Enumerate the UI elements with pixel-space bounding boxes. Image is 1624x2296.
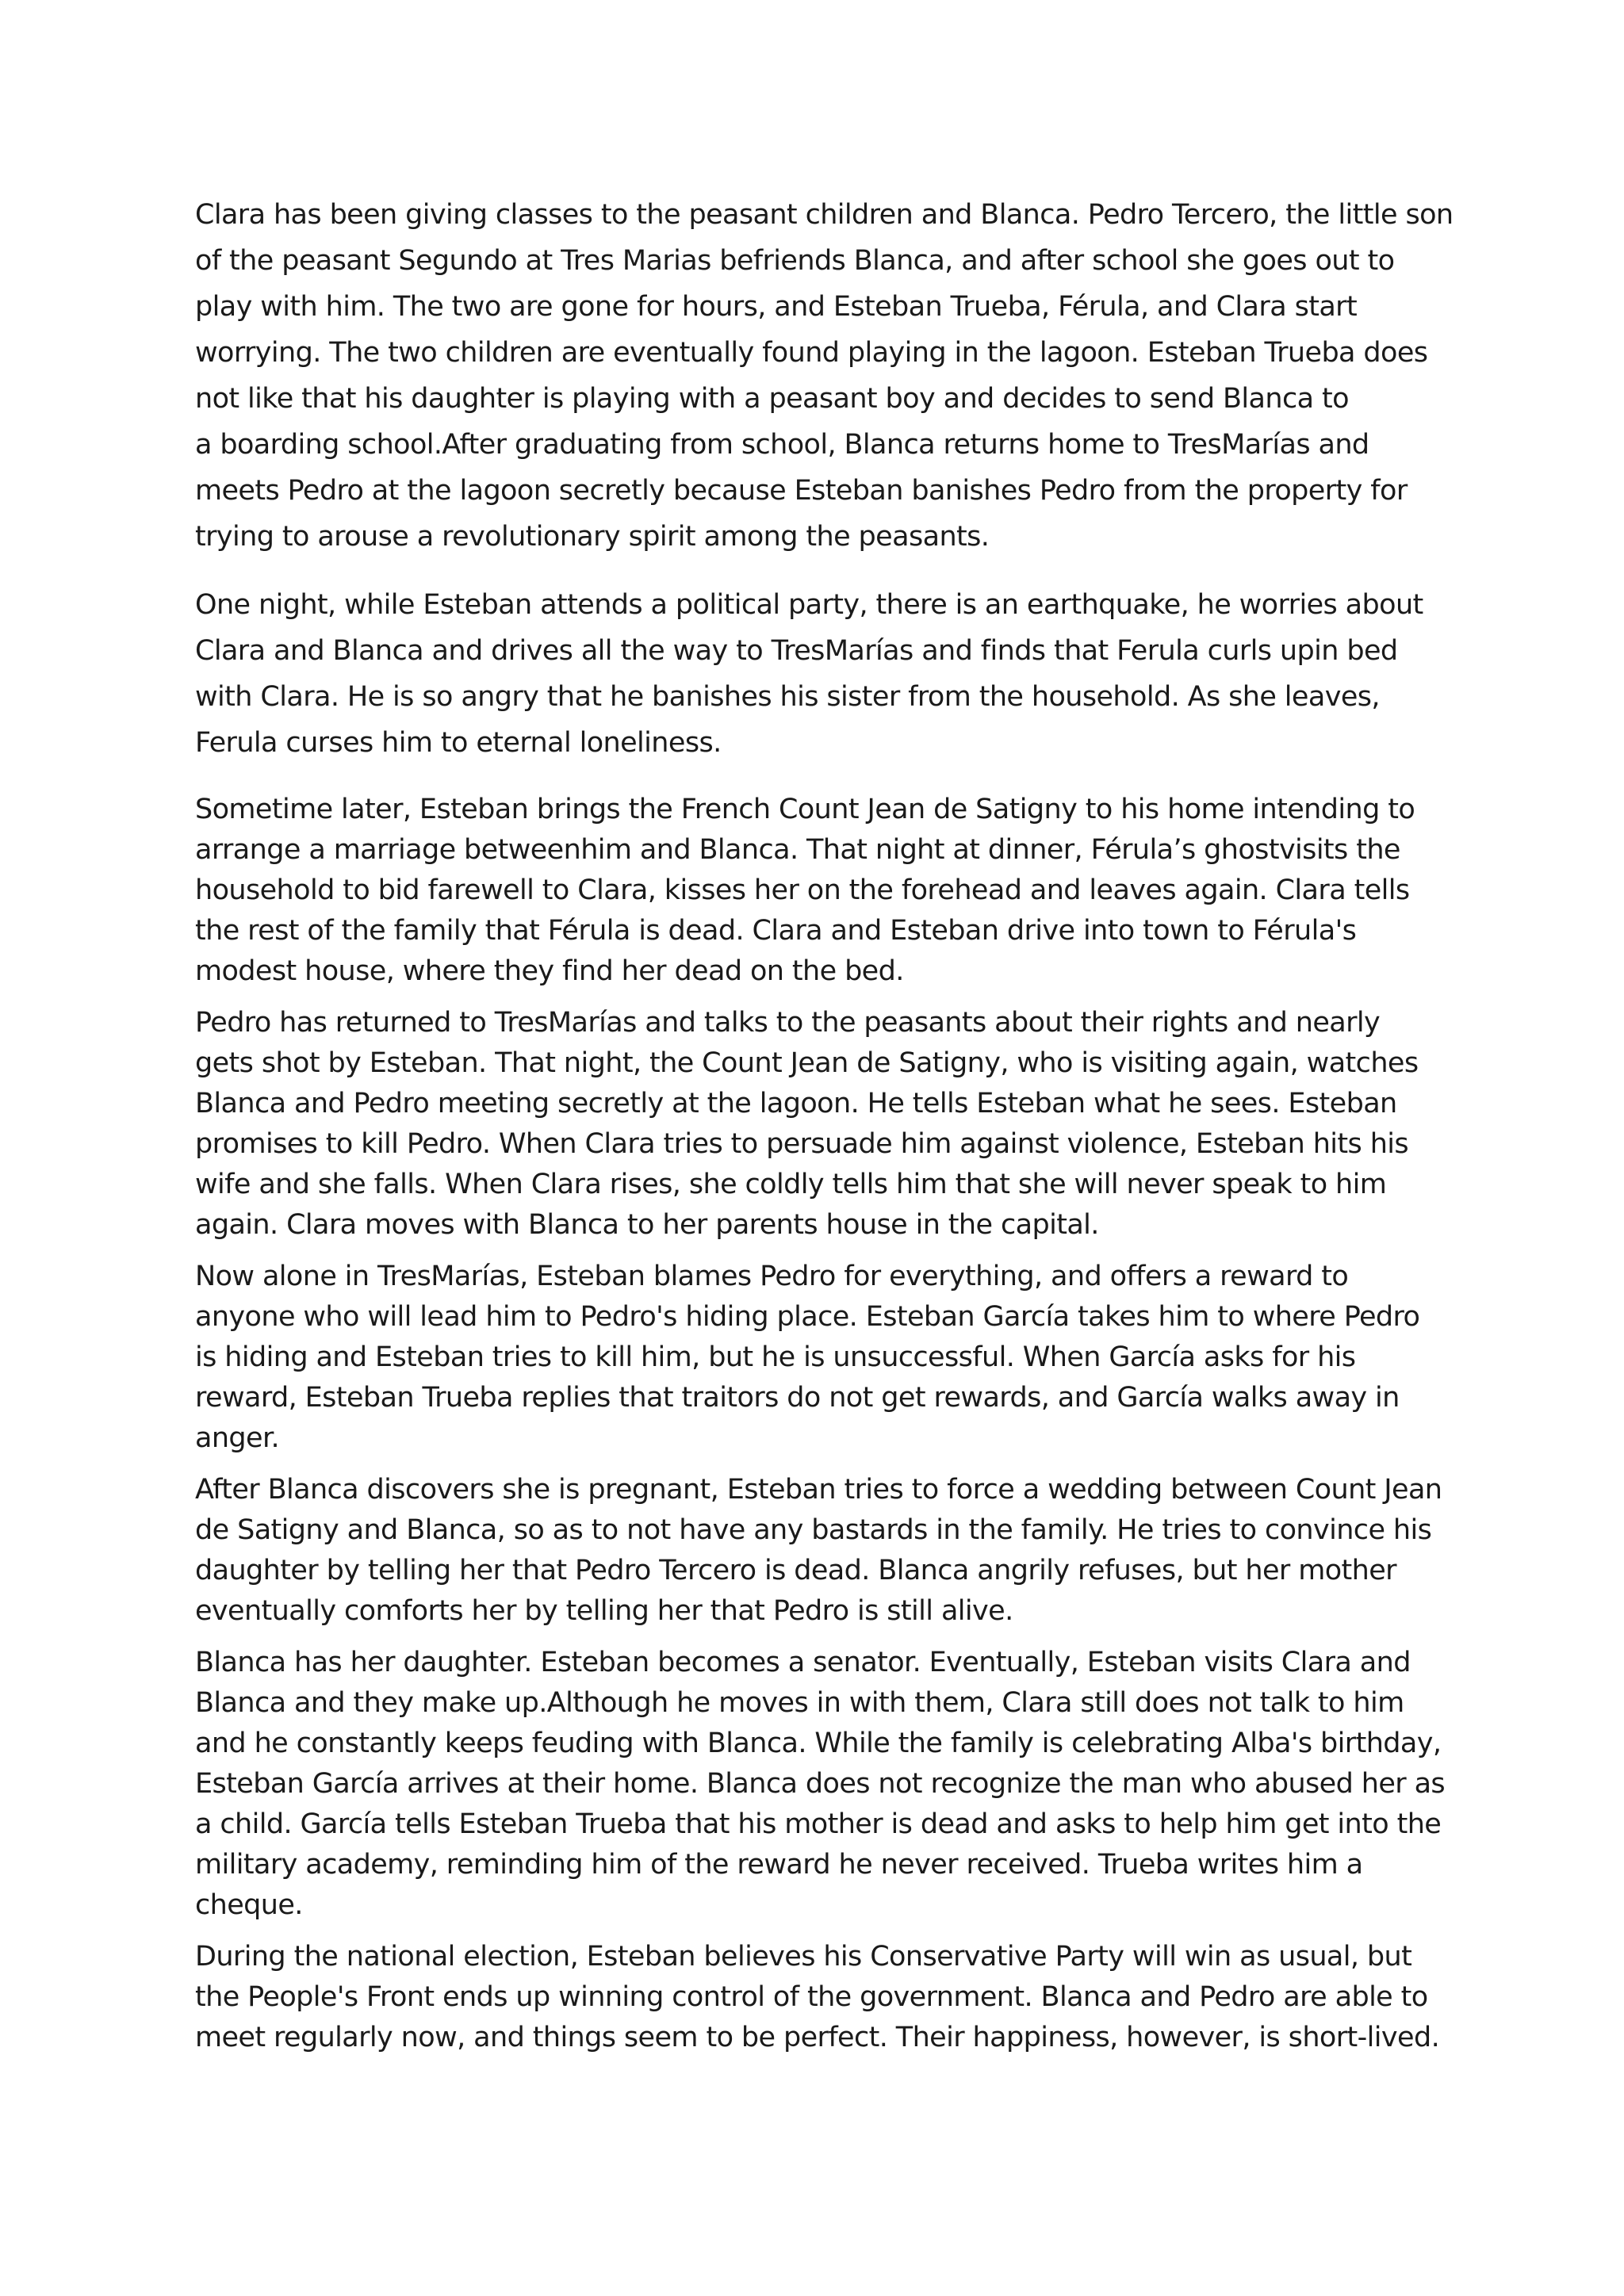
text-line: One night, while Esteban attends a political party, there is an earthquake, he worries about bbox=[195, 589, 1423, 621]
text-line: worrying. The two children are eventually found playing in the lagoon. Esteban Trueba does bbox=[195, 337, 1428, 369]
text-line: cheque. bbox=[195, 1889, 303, 1921]
text-line: anger. bbox=[195, 1422, 280, 1454]
text-line: modest house, where they find her dead on the bed. bbox=[195, 955, 904, 987]
document-body bbox=[195, 192, 1454, 2069]
text-line: Blanca has her daughter. Esteban becomes a senator. Eventually, Esteban visits Clara and bbox=[195, 1647, 1411, 1678]
paragraph-7 bbox=[195, 1643, 1446, 1926]
text-line: military academy, reminding him of the reward he never received. Trueba writes him a bbox=[195, 1849, 1363, 1881]
text-line: Pedro has returned to TresMarías and talks to the peasants about their rights and nearly bbox=[195, 1007, 1381, 1039]
text-line: gets shot by Esteban. That night, the Count Jean de Satigny, who is visiting again, watches bbox=[195, 1047, 1419, 1079]
text-line: promises to kill Pedro. When Clara tries to persuade him against violence, Esteban hits his bbox=[195, 1128, 1409, 1160]
text-line: not like that his daughter is playing with a peasant boy and decides to send Blanca to bbox=[195, 383, 1349, 415]
text-line: the rest of the family that Férula is dead. Clara and Esteban drive into town to Férula's bbox=[195, 915, 1357, 947]
text-line: Clara and Blanca and drives all the way to TresMarías and finds that Ferula curls upin bed bbox=[195, 635, 1398, 667]
text-line: household to bid farewell to Clara, kisses her on the forehead and leaves again. Clara tells bbox=[195, 874, 1410, 906]
paragraph-6 bbox=[195, 1470, 1442, 1632]
text-line: is hiding and Esteban tries to kill him, but he is unsuccessful. When García asks for his bbox=[195, 1341, 1356, 1373]
text-line: reward, Esteban Trueba replies that traitors do not get rewards, and García walks away in bbox=[195, 1382, 1400, 1414]
text-line: trying to arouse a revolutionary spirit among the peasants. bbox=[195, 521, 990, 553]
text-line: Clara has been giving classes to the peasant children and Blanca. Pedro Tercero, the little son bbox=[195, 199, 1454, 231]
text-line: eventually comforts her by telling her that Pedro is still alive. bbox=[195, 1595, 1013, 1627]
text-line: arrange a marriage betweenhim and Blanca. That night at dinner, Férula’s ghostvisits the bbox=[195, 834, 1400, 866]
text-line: daughter by telling her that Pedro Tercero is dead. Blanca angrily refuses, but her mother bbox=[195, 1555, 1396, 1586]
text-line: During the national election, Esteban believes his Conservative Party will win as usual, but bbox=[195, 1941, 1412, 1973]
text-line: anyone who will lead him to Pedro's hiding place. Esteban García takes him to where Pedro bbox=[195, 1301, 1420, 1333]
text-line: Now alone in TresMarías, Esteban blames Pedro for everything, and offers a reward to bbox=[195, 1261, 1349, 1292]
text-line: meet regularly now, and things seem to be perfect. Their happiness, however, is short-lived. bbox=[195, 2022, 1440, 2053]
text-line: Blanca and they make up.Although he moves in with them, Clara still does not talk to him bbox=[195, 1687, 1404, 1719]
text-line: a child. García tells Esteban Trueba that his mother is dead and asks to help him get into the bbox=[195, 1808, 1442, 1840]
paragraph-2 bbox=[195, 582, 1442, 766]
text-line: and he constantly keeps feuding with Blanca. While the family is celebrating Alba's birthday, bbox=[195, 1728, 1442, 1759]
text-line: a boarding school.After graduating from school, Blanca returns home to TresMarías and bbox=[195, 429, 1369, 461]
text-line: wife and she falls. When Clara rises, she coldly tells him that she will never speak to him bbox=[195, 1169, 1387, 1200]
paragraph-4 bbox=[195, 1003, 1442, 1246]
text-line: meets Pedro at the lagoon secretly because Esteban banishes Pedro from the property for bbox=[195, 475, 1408, 507]
text-line: Ferula curses him to eternal loneliness. bbox=[195, 727, 722, 759]
paragraph-8 bbox=[195, 1937, 1442, 2058]
text-line: play with him. The two are gone for hours, and Esteban Trueba, Férula, and Clara start bbox=[195, 291, 1358, 323]
paragraph-5 bbox=[195, 1257, 1442, 1459]
text-line: the People's Front ends up winning control of the government. Blanca and Pedro are able to bbox=[195, 1981, 1428, 2013]
paragraph-1 bbox=[195, 192, 1454, 560]
paragraph-3 bbox=[195, 790, 1442, 992]
text-line: After Blanca discovers she is pregnant, Esteban tries to force a wedding between Count Jean bbox=[195, 1474, 1442, 1506]
text-line: Sometime later, Esteban brings the French Count Jean de Satigny to his home intending to bbox=[195, 794, 1415, 825]
text-line: of the peasant Segundo at Tres Marias befriends Blanca, and after school she goes out to bbox=[195, 245, 1395, 277]
text-line: with Clara. He is so angry that he banishes his sister from the household. As she leaves, bbox=[195, 681, 1380, 713]
text-line: de Satigny and Blanca, so as to not have any bastards in the family. He tries to convince his bbox=[195, 1514, 1432, 1546]
text-line: again. Clara moves with Blanca to her parents house in the capital. bbox=[195, 1209, 1099, 1241]
text-line: Esteban García arrives at their home. Blanca does not recognize the man who abused her as bbox=[195, 1768, 1446, 1800]
text-line: Blanca and Pedro meeting secretly at the lagoon. He tells Esteban what he sees. Esteban bbox=[195, 1088, 1397, 1119]
